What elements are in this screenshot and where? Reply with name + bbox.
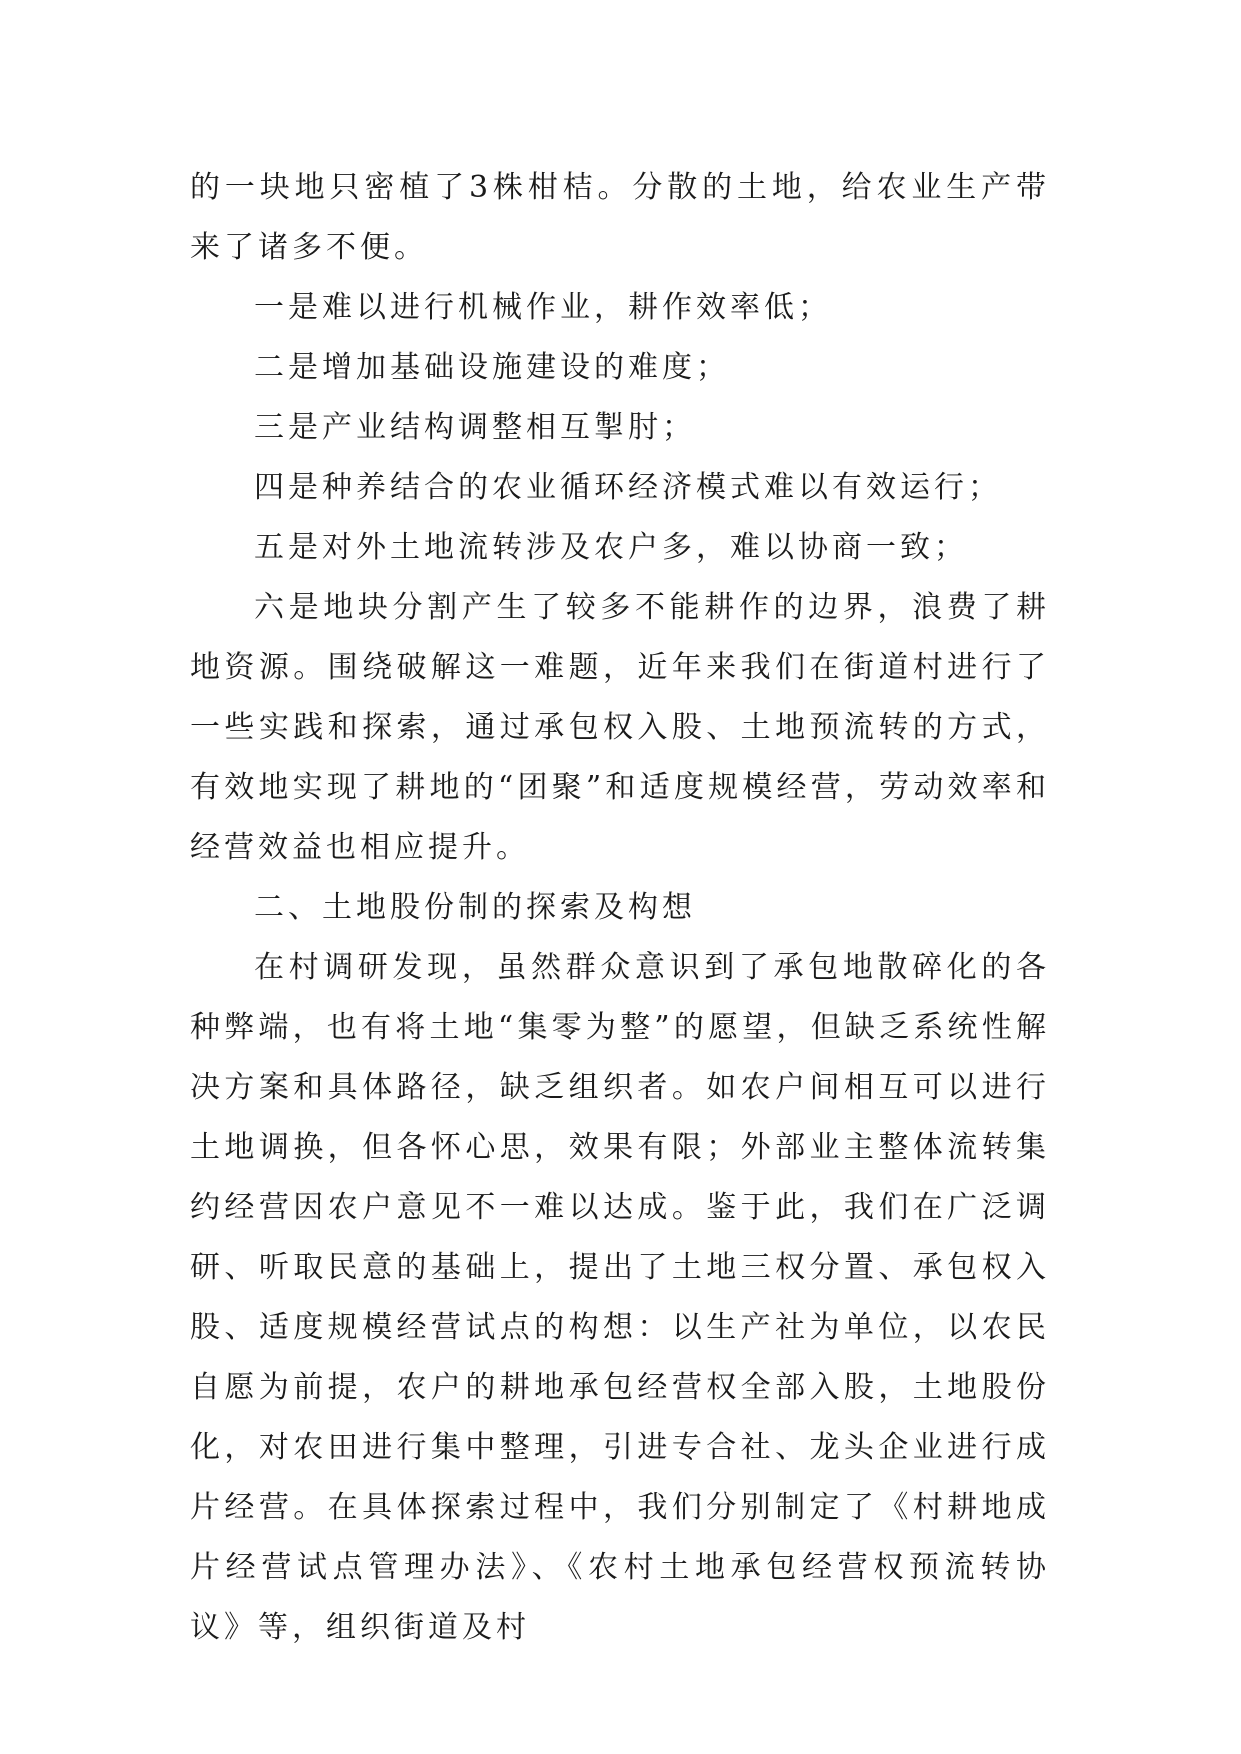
document-body	[190, 158, 1050, 1658]
section-heading: 二、土地股份制的探索及构想	[254, 890, 696, 925]
paragraph-continuation: 的一块地只密植了3株柑桔。分散的土地，给农业生产带来了诸多不便。	[190, 170, 1050, 265]
paragraph-item-3: 三是产业结构调整相互掣肘；	[254, 410, 696, 445]
paragraph-item-6: 六是地块分割产生了较多不能耕作的边界，浪费了耕地资源。围绕破解这一难题，近年来我们在街道村进行了一些实践和探索，通过承包权入股、土地预流转的方式，有效地实现了耕地的“团聚”和适度规模经营，劳动效率和经营效益也相应提升。	[190, 590, 1050, 865]
paragraph-item-1: 一是难以进行机械作业，耕作效率低；	[254, 290, 832, 325]
paragraph-item-5: 五是对外土地流转涉及农户多，难以协商一致；	[254, 530, 968, 565]
paragraph-item-2: 二是增加基础设施建设的难度；	[254, 350, 730, 385]
paragraph-item-4: 四是种养结合的农业循环经济模式难以有效运行；	[254, 470, 1002, 505]
paragraph-body: 在村调研发现，虽然群众意识到了承包地散碎化的各种弊端，也有将土地“集零为整”的愿望，但缺乏系统性解决方案和具体路径，缺乏组织者。如农户间相互可以进行土地调换，但各怀心思，效果有限；外部业主整体流转集约经营因农户意见不一难以达成。鉴于此，我们在广泛调研、听取民意的基础上，提出了土地三权分置、承包权入股、适度规模经营试点的构想：以生产社为单位，以农民自愿为前提，农户的耕地承包经营权全部入股，土地股份化，对农田进行集中整理，引进专合社、龙头企业进行成片经营。在具体探索过程中，我们分别制定了《村耕地成片经营试点管理办法》、《农村土地承包经营权预流转协议》等，组织街道及村	[190, 950, 1050, 1645]
